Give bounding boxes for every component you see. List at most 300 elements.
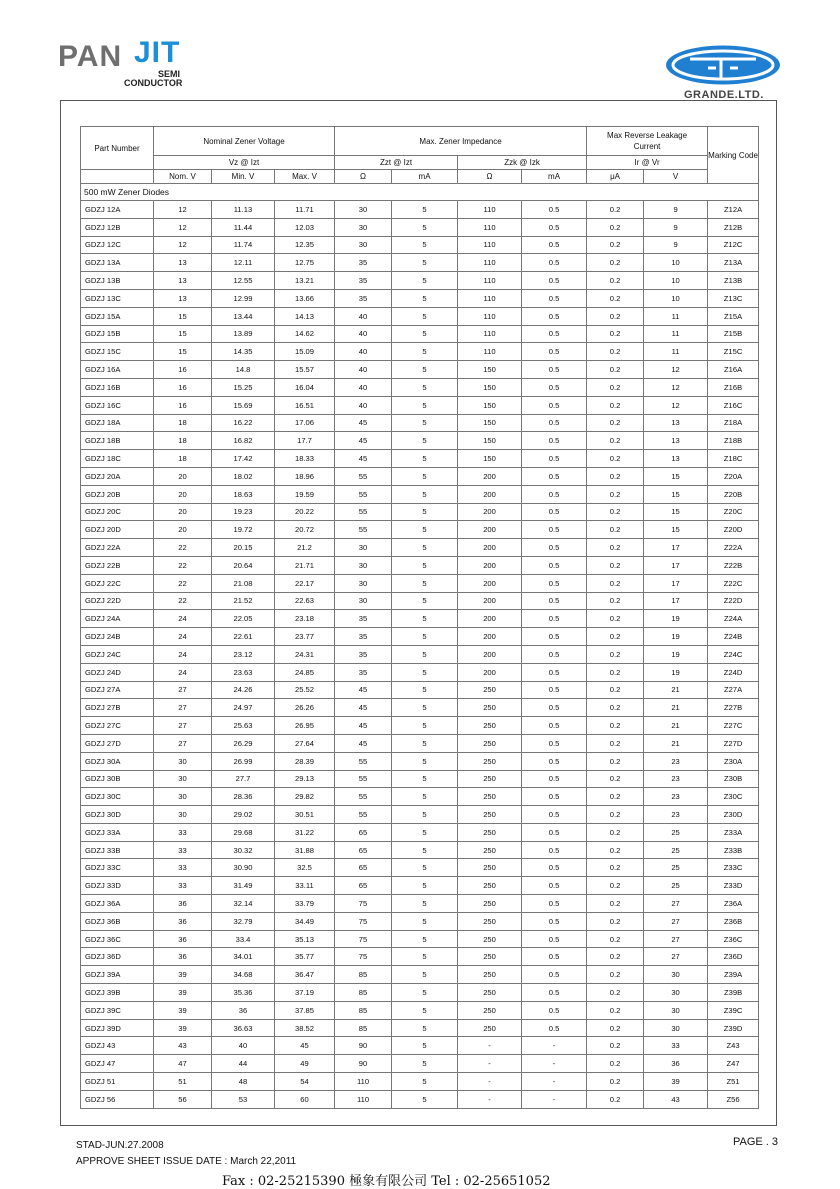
table-row (81, 859, 759, 877)
table-cell: 25.63 (212, 717, 275, 735)
table-cell: 55 (335, 485, 392, 503)
table-cell: 25 (644, 859, 708, 877)
table-cell: 18.02 (212, 467, 275, 485)
table-cell: 19 (644, 628, 708, 646)
unit-min-v: Min. V (212, 170, 275, 184)
table-row (81, 734, 759, 752)
table-row (81, 930, 759, 948)
table-cell: 23.12 (212, 645, 275, 663)
table-cell: 23.63 (212, 663, 275, 681)
table-cell: 12.35 (275, 236, 335, 254)
table-cell: GDZJ 27B (81, 699, 154, 717)
table-cell: 15.25 (212, 378, 275, 396)
table-cell: 35 (335, 254, 392, 272)
table-row (81, 467, 759, 485)
table-cell: 0.5 (522, 877, 587, 895)
table-cell: Z51 (708, 1073, 759, 1091)
table-cell: 33 (154, 823, 212, 841)
table-row (81, 236, 759, 254)
table-cell: 5 (392, 681, 458, 699)
table-cell: 17 (644, 574, 708, 592)
table-row (81, 948, 759, 966)
table-cell: 5 (392, 503, 458, 521)
table-cell: GDZJ 15B (81, 325, 154, 343)
table-cell: 33.4 (212, 930, 275, 948)
grande-logo (664, 44, 782, 102)
unit-ohm-zzk: Ω (458, 170, 522, 184)
table-cell: 55 (335, 467, 392, 485)
table-cell: 0.5 (522, 841, 587, 859)
table-cell: 17 (644, 556, 708, 574)
table-cell: 200 (458, 556, 522, 574)
table-cell: 30 (335, 201, 392, 219)
table-cell: GDZJ 16C (81, 396, 154, 414)
table-cell: 30 (154, 788, 212, 806)
table-cell: Z22C (708, 574, 759, 592)
table-cell: Z12A (708, 201, 759, 219)
table-cell: Z27C (708, 717, 759, 735)
table-cell: 0.5 (522, 681, 587, 699)
table-cell: 22 (154, 574, 212, 592)
table-row (81, 432, 759, 450)
table-cell: 23.18 (275, 610, 335, 628)
table-cell: 5 (392, 645, 458, 663)
table-cell: 18 (154, 432, 212, 450)
table-cell: - (458, 1037, 522, 1055)
table-cell: Z20C (708, 503, 759, 521)
panjit-logo-conductor: CONDUCTOR (124, 78, 183, 88)
table-cell: 250 (458, 752, 522, 770)
table-cell: 21 (644, 699, 708, 717)
table-cell: 0.2 (587, 984, 644, 1002)
table-cell: 5 (392, 289, 458, 307)
table-cell: 19 (644, 645, 708, 663)
table-row (81, 1019, 759, 1037)
table-cell: 0.5 (522, 378, 587, 396)
table-cell: 0.2 (587, 841, 644, 859)
table-cell: 0.5 (522, 592, 587, 610)
table-cell: 56 (154, 1090, 212, 1108)
table-cell: - (522, 1073, 587, 1091)
table-cell: 34.68 (212, 966, 275, 984)
table-row (81, 788, 759, 806)
table-cell: 43 (154, 1037, 212, 1055)
table-cell: 0.2 (587, 788, 644, 806)
unit-ma-izk: mA (522, 170, 587, 184)
table-cell: 21 (644, 734, 708, 752)
table-cell: 25 (644, 823, 708, 841)
table-cell: 0.5 (522, 966, 587, 984)
table-cell: Z22D (708, 592, 759, 610)
table-cell: 30 (154, 770, 212, 788)
table-cell: 15 (154, 343, 212, 361)
table-cell: 250 (458, 895, 522, 913)
table-cell: Z33D (708, 877, 759, 895)
table-cell: 5 (392, 966, 458, 984)
table-cell: 27.64 (275, 734, 335, 752)
table-cell: 0.2 (587, 218, 644, 236)
table-cell: 30 (335, 218, 392, 236)
table-cell: 24 (154, 645, 212, 663)
table-cell: GDZJ 20D (81, 521, 154, 539)
table-cell: 16 (154, 378, 212, 396)
table-cell: GDZJ 27A (81, 681, 154, 699)
table-cell: 65 (335, 859, 392, 877)
table-cell: 12 (154, 201, 212, 219)
table-cell: 15 (644, 521, 708, 539)
table-row (81, 699, 759, 717)
table-cell: 29.82 (275, 788, 335, 806)
table-cell: Z39A (708, 966, 759, 984)
table-cell: 0.2 (587, 770, 644, 788)
table-row (81, 254, 759, 272)
table-cell: Z18B (708, 432, 759, 450)
table-cell: 250 (458, 823, 522, 841)
table-cell: 0.2 (587, 663, 644, 681)
table-cell: 0.2 (587, 450, 644, 468)
table-cell: Z15C (708, 343, 759, 361)
table-cell: 0.5 (522, 325, 587, 343)
table-cell: 9 (644, 236, 708, 254)
table-cell: 250 (458, 717, 522, 735)
table-cell: 0.5 (522, 752, 587, 770)
table-cell: 10 (644, 254, 708, 272)
table-cell: 0.5 (522, 823, 587, 841)
table-cell: GDZJ 30D (81, 806, 154, 824)
table-cell: Z20A (708, 467, 759, 485)
table-cell: 33.11 (275, 877, 335, 895)
table-row (81, 912, 759, 930)
table-cell: GDZJ 24A (81, 610, 154, 628)
zzt-izt-label: Zzt @ Izt (335, 156, 458, 170)
table-cell: Z18A (708, 414, 759, 432)
table-cell: 0.5 (522, 467, 587, 485)
table-cell: Z24C (708, 645, 759, 663)
table-cell: 0.2 (587, 254, 644, 272)
table-cell: 0.5 (522, 770, 587, 788)
table-cell: 13 (644, 414, 708, 432)
table-cell: 0.2 (587, 503, 644, 521)
table-cell: GDZJ 39A (81, 966, 154, 984)
table-cell: 20 (154, 503, 212, 521)
table-row (81, 752, 759, 770)
unit-ua: μA (587, 170, 644, 184)
table-cell: 250 (458, 877, 522, 895)
table-cell: 200 (458, 574, 522, 592)
table-cell: 5 (392, 1037, 458, 1055)
table-cell: 36 (154, 895, 212, 913)
table-cell: 12.03 (275, 218, 335, 236)
table-row (81, 823, 759, 841)
table-cell: 60 (275, 1090, 335, 1108)
table-cell: 200 (458, 663, 522, 681)
table-cell: 250 (458, 699, 522, 717)
table-cell: 24.26 (212, 681, 275, 699)
table-cell: 23 (644, 752, 708, 770)
table-row (81, 663, 759, 681)
table-cell: 29.13 (275, 770, 335, 788)
table-cell: GDZJ 18B (81, 432, 154, 450)
table-row (81, 396, 759, 414)
table-cell: GDZJ 51 (81, 1073, 154, 1091)
table-cell: 0.2 (587, 361, 644, 379)
table-cell: 39 (154, 984, 212, 1002)
table-cell: 5 (392, 1019, 458, 1037)
table-cell: 110 (458, 201, 522, 219)
table-cell: 110 (458, 343, 522, 361)
table-cell: GDZJ 22A (81, 539, 154, 557)
table-cell: 15 (644, 467, 708, 485)
table-row (81, 378, 759, 396)
table-cell: Z12B (708, 218, 759, 236)
table-row (81, 539, 759, 557)
table-cell: 20.22 (275, 503, 335, 521)
table-cell: 0.2 (587, 574, 644, 592)
table-cell: 250 (458, 806, 522, 824)
table-cell: 17.06 (275, 414, 335, 432)
table-cell: 0.5 (522, 610, 587, 628)
table-cell: 5 (392, 378, 458, 396)
table-row (81, 681, 759, 699)
table-cell: 0.2 (587, 378, 644, 396)
table-cell: 40 (212, 1037, 275, 1055)
table-cell: 0.2 (587, 1090, 644, 1108)
table-cell: 0.2 (587, 948, 644, 966)
table-cell: GDZJ 36D (81, 948, 154, 966)
table-cell: 25 (644, 841, 708, 859)
table-cell: 13.21 (275, 272, 335, 290)
table-cell: GDZJ 33A (81, 823, 154, 841)
table-cell: 0.5 (522, 556, 587, 574)
table-cell: 0.5 (522, 628, 587, 646)
table-cell: 22.05 (212, 610, 275, 628)
table-cell: 36 (154, 930, 212, 948)
table-cell: 0.2 (587, 592, 644, 610)
table-cell: 31.88 (275, 841, 335, 859)
table-cell: 14.62 (275, 325, 335, 343)
table-cell: 48 (212, 1073, 275, 1091)
table-cell: 16.82 (212, 432, 275, 450)
table-cell: 21.08 (212, 574, 275, 592)
table-cell: GDZJ 18A (81, 414, 154, 432)
table-cell: 200 (458, 539, 522, 557)
table-cell: 0.5 (522, 485, 587, 503)
table-cell: 40 (335, 361, 392, 379)
table-cell: 17.7 (275, 432, 335, 450)
table-cell: 13 (154, 272, 212, 290)
table-cell: 5 (392, 432, 458, 450)
table-cell: 0.5 (522, 574, 587, 592)
table-cell: 26.95 (275, 717, 335, 735)
table-cell: 110 (458, 218, 522, 236)
table-cell: 75 (335, 895, 392, 913)
table-cell: 0.5 (522, 663, 587, 681)
table-cell: 200 (458, 645, 522, 663)
table-cell: 40 (335, 343, 392, 361)
table-cell: 5 (392, 272, 458, 290)
table-cell: - (522, 1055, 587, 1073)
table-cell: 22 (154, 556, 212, 574)
table-cell: 5 (392, 770, 458, 788)
section-label: 500 mW Zener Diodes (81, 184, 759, 201)
table-row (81, 556, 759, 574)
table-cell: GDZJ 27D (81, 734, 154, 752)
table-cell: 5 (392, 859, 458, 877)
table-cell: 110 (458, 289, 522, 307)
table-row (81, 450, 759, 468)
table-cell: 45 (335, 717, 392, 735)
table-cell: 36.47 (275, 966, 335, 984)
table-cell: 5 (392, 895, 458, 913)
table-cell: 0.2 (587, 895, 644, 913)
table-cell: 10 (644, 272, 708, 290)
table-cell: 30 (335, 574, 392, 592)
table-row (81, 645, 759, 663)
table-cell: 5 (392, 663, 458, 681)
table-cell: 31.49 (212, 877, 275, 895)
table-cell: GDZJ 13C (81, 289, 154, 307)
table-cell: 27.7 (212, 770, 275, 788)
table-cell: 20 (154, 467, 212, 485)
table-cell: 12 (154, 218, 212, 236)
table-cell: GDZJ 20A (81, 467, 154, 485)
table-cell: 0.5 (522, 361, 587, 379)
table-cell: 25.52 (275, 681, 335, 699)
table-cell: 65 (335, 877, 392, 895)
table-cell: 22 (154, 592, 212, 610)
panjit-logo (58, 36, 198, 88)
table-cell: Z13B (708, 272, 759, 290)
table-cell: 200 (458, 628, 522, 646)
table-cell: 27 (154, 717, 212, 735)
table-cell: - (458, 1090, 522, 1108)
table-cell: 0.2 (587, 912, 644, 930)
panjit-logo-pan: PAN (58, 40, 123, 73)
table-cell: 150 (458, 396, 522, 414)
table-cell: 90 (335, 1037, 392, 1055)
table-cell: GDZJ 24B (81, 628, 154, 646)
table-cell: 32.5 (275, 859, 335, 877)
table-row (81, 1073, 759, 1091)
doc-code: STAD-JUN.27.2008 (76, 1140, 164, 1151)
table-cell: 13 (154, 254, 212, 272)
table-cell: 18 (154, 450, 212, 468)
table-cell: Z16B (708, 378, 759, 396)
table-cell: 39 (154, 1001, 212, 1019)
table-cell: Z30B (708, 770, 759, 788)
table-cell: Z12C (708, 236, 759, 254)
table-cell: 0.2 (587, 432, 644, 450)
table-cell: 0.2 (587, 272, 644, 290)
table-cell: 0.2 (587, 877, 644, 895)
table-cell: 11 (644, 343, 708, 361)
page-number: PAGE . 3 (733, 1136, 779, 1148)
table-cell: - (458, 1055, 522, 1073)
table-cell: 0.2 (587, 1001, 644, 1019)
table-cell: 5 (392, 930, 458, 948)
table-cell: GDZJ 22B (81, 556, 154, 574)
table-cell: 5 (392, 254, 458, 272)
table-cell: GDZJ 12A (81, 201, 154, 219)
table-cell: 31.22 (275, 823, 335, 841)
grande-brand-name: GRANDE.LTD. (684, 89, 764, 101)
table-row (81, 485, 759, 503)
table-cell: 110 (458, 254, 522, 272)
table-cell: 0.5 (522, 236, 587, 254)
table-cell: 250 (458, 930, 522, 948)
table-cell: 5 (392, 467, 458, 485)
table-row (81, 966, 759, 984)
table-cell: Z13C (708, 289, 759, 307)
table-cell: 29.02 (212, 806, 275, 824)
table-cell: 45 (335, 450, 392, 468)
table-row (81, 574, 759, 592)
table-cell: Z39D (708, 1019, 759, 1037)
table-cell: 35 (335, 628, 392, 646)
table-cell: 110 (458, 236, 522, 254)
table-cell: 14.13 (275, 307, 335, 325)
table-cell: 0.2 (587, 539, 644, 557)
table-cell: 5 (392, 485, 458, 503)
table-cell: 26.26 (275, 699, 335, 717)
table-cell: 30 (335, 592, 392, 610)
table-row (81, 503, 759, 521)
table-cell: GDZJ 16B (81, 378, 154, 396)
table-cell: Z27D (708, 734, 759, 752)
table-cell: Z39C (708, 1001, 759, 1019)
table-cell: 110 (458, 325, 522, 343)
table-cell: 13.44 (212, 307, 275, 325)
table-cell: 40 (335, 307, 392, 325)
table-cell: 13 (644, 450, 708, 468)
table-cell: 0.2 (587, 806, 644, 824)
table-cell: GDZJ 30B (81, 770, 154, 788)
table-cell: GDZJ 20C (81, 503, 154, 521)
leakage-current-header: Max Reverse Leakage Current (587, 127, 708, 156)
table-cell: 0.5 (522, 788, 587, 806)
table-cell: GDZJ 47 (81, 1055, 154, 1073)
table-cell: 22.61 (212, 628, 275, 646)
table-cell: 21.2 (275, 539, 335, 557)
table-cell: 33 (644, 1037, 708, 1055)
table-cell: 5 (392, 1055, 458, 1073)
table-cell: 11.74 (212, 236, 275, 254)
table-cell: - (522, 1090, 587, 1108)
table-cell: 21.71 (275, 556, 335, 574)
table-cell: 40 (335, 396, 392, 414)
table-cell: 65 (335, 841, 392, 859)
table-cell: GDZJ 30A (81, 752, 154, 770)
table-cell: 12 (644, 396, 708, 414)
table-cell: 19 (644, 610, 708, 628)
table-cell: 27 (644, 912, 708, 930)
table-cell: 24 (154, 663, 212, 681)
table-cell: 5 (392, 414, 458, 432)
table-cell: 85 (335, 966, 392, 984)
table-cell: 0.5 (522, 912, 587, 930)
table-cell: 0.2 (587, 396, 644, 414)
table-cell: 15 (644, 503, 708, 521)
table-cell: 250 (458, 966, 522, 984)
table-cell: Z20B (708, 485, 759, 503)
table-cell: 5 (392, 325, 458, 343)
table-cell: 30.90 (212, 859, 275, 877)
table-cell: 200 (458, 592, 522, 610)
table-row (81, 1001, 759, 1019)
table-cell: 5 (392, 717, 458, 735)
table-cell: 0.2 (587, 859, 644, 877)
table-cell: 0.5 (522, 218, 587, 236)
